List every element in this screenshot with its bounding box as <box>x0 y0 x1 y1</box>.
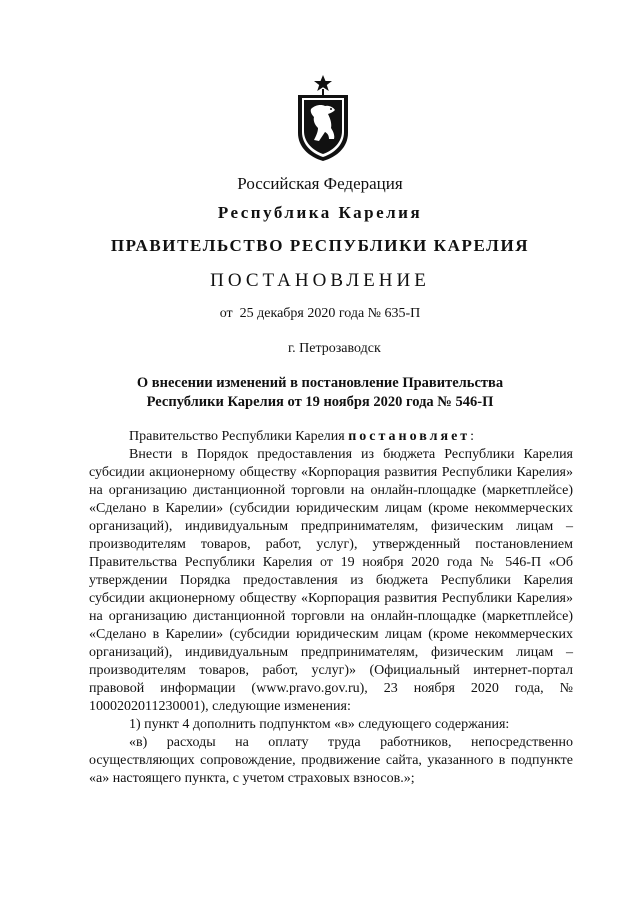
document-body <box>89 428 573 788</box>
document-city: г. Петрозаводск <box>288 341 381 356</box>
intro-text: Правительство Республики Карелия <box>129 429 349 444</box>
document-type: ПОСТАНОВЛЕНИЕ <box>210 270 430 291</box>
body-paragraph: «в) расходы на оплату труда работников, непосредственно осуществляющих сопровождение, продвижение сайта, указанного в подпункте «а» настоящего пункта, с учетом страховых взносов.»; <box>89 735 573 786</box>
document-date-number: от 25 декабря 2020 года № 635-П <box>219 306 421 321</box>
document-title-line: О внесении изменений в постановление Правительства <box>136 375 504 391</box>
intro-colon: : <box>470 429 475 444</box>
country-name: Российская Федерация <box>237 174 403 193</box>
government-name: ПРАВИТЕЛЬСТВО РЕСПУБЛИКИ КАРЕЛИЯ <box>110 236 530 255</box>
document-title <box>100 374 540 412</box>
intro-paragraph <box>89 428 573 446</box>
body-paragraph: Внести в Порядок предоставления из бюджета Республики Карелия субсидии акционерному обществу «Корпорация развития Республики Карелия» на организацию дистанционной торговли на онлайн-площадке (маркетплейсе) «Сделано в Карелии» (субсидии юридическим лицам (кроме некоммерческих организаций), индивидуальным предпринимателям, физическим лицам – производителям товаров, работ, услуг), утвержденный постановлением Правительства Республики Карелия от 19 ноября 2020 года № 546-П «Об утверждении Порядка предоставления из бюджета Республики Карелия субсидии акционерному обществу «Корпорация развития Республики Карелия» на организацию дистанционной торговли на онлайн-площадке (маркетплейсе) «Сделано в Карелии» (субсидии юридическим лицам (кроме некоммерческих организаций), индивидуальным предпринимателям, физическим лицам – производителям товаров, работ, услуг)» (Официальный интернет-портал правовой информации (www.pravo.gov.ru), 23 ноября 2020 года, № 1000202011230001), следующие изменения: <box>89 447 573 714</box>
document-title-line: Республики Карелия от 19 ноября 2020 года № 546-П <box>146 394 494 410</box>
body-paragraph: 1) пункт 4 дополнить подпунктом «в» следующего содержания: <box>129 717 510 732</box>
karelia-coat-of-arms-icon <box>295 75 351 163</box>
republic-name: Республика Карелия <box>217 203 423 222</box>
decree-word: постановляет <box>348 429 471 444</box>
